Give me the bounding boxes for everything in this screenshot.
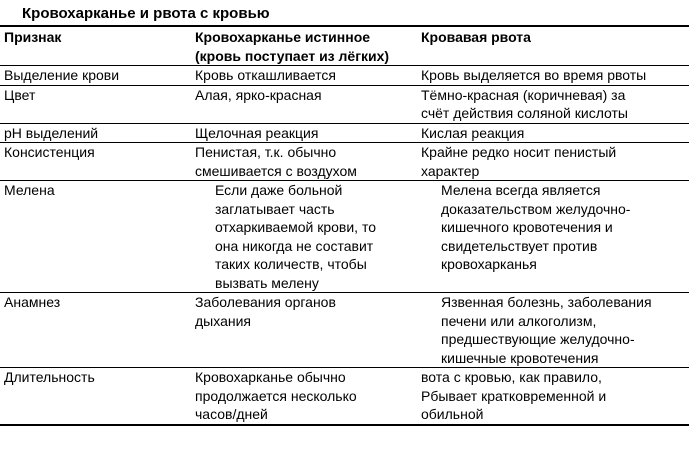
header-hemoptysis: Кровохарканье истинное (кровь поступает из лёгких)	[191, 26, 417, 66]
cell-hemoptysis: Заболевания органов дыхания	[191, 293, 417, 368]
cell-sign: Цвет	[0, 85, 191, 123]
table-row	[0, 293, 689, 368]
table-row	[0, 66, 689, 86]
cell-sign: Консистенция	[0, 143, 191, 181]
cell-hematemesis: Тёмно-красная (коричневая) за счёт действия соляной кислоты	[417, 85, 689, 123]
table-header-row	[0, 26, 689, 66]
cell-hemoptysis: Алая, ярко-красная	[191, 85, 417, 123]
cell-hemoptysis: Если даже больной заглатывает часть отхаркиваемой крови, то она никогда не составит таких количеств, чтобы вызвать мелену	[191, 181, 417, 293]
table-row	[0, 123, 689, 143]
cell-hematemesis: Кровь выделяется во время рвоты	[417, 66, 689, 86]
header-hematemesis: Кровавая рвота	[417, 26, 689, 66]
cell-sign: Выделение крови	[0, 66, 191, 86]
document-title: Кровохарканье и рвота с кровью	[22, 5, 270, 22]
header-sign: Признак	[0, 26, 191, 66]
cell-hematemesis: Крайне редко носит пенистый характер	[417, 143, 689, 181]
comparison-table	[0, 25, 689, 426]
table-row	[0, 143, 689, 181]
cell-hemoptysis: Кровь откашливается	[191, 66, 417, 86]
cell-hematemesis: Мелена всегда является доказательством желудочно- кишечного кровотечения и свидетельствует против кровохарканья	[417, 181, 689, 293]
table-row	[0, 368, 689, 425]
cell-hemoptysis: Кровохарканье обычно продолжается несколько часов/дней	[191, 368, 417, 425]
cell-sign: Длительность	[0, 368, 191, 425]
table-row	[0, 85, 689, 123]
cell-hematemesis: Язвенная болезнь, заболевания печени или алкоголизм, предшествующие желудочно- кишечные кровотечения	[417, 293, 689, 368]
cell-hematemesis: вота с кровью, как правило, Рбывает кратковременной и обильной	[417, 368, 689, 425]
cell-hemoptysis: Щелочная реакция	[191, 123, 417, 143]
cell-sign: Мелена	[0, 181, 191, 293]
cell-sign: pH выделений	[0, 123, 191, 143]
cell-sign: Анамнез	[0, 293, 191, 368]
cell-hematemesis: Кислая реакция	[417, 123, 689, 143]
table-row	[0, 181, 689, 293]
cell-hemoptysis: Пенистая, т.к. обычно смешивается с воздухом	[191, 143, 417, 181]
